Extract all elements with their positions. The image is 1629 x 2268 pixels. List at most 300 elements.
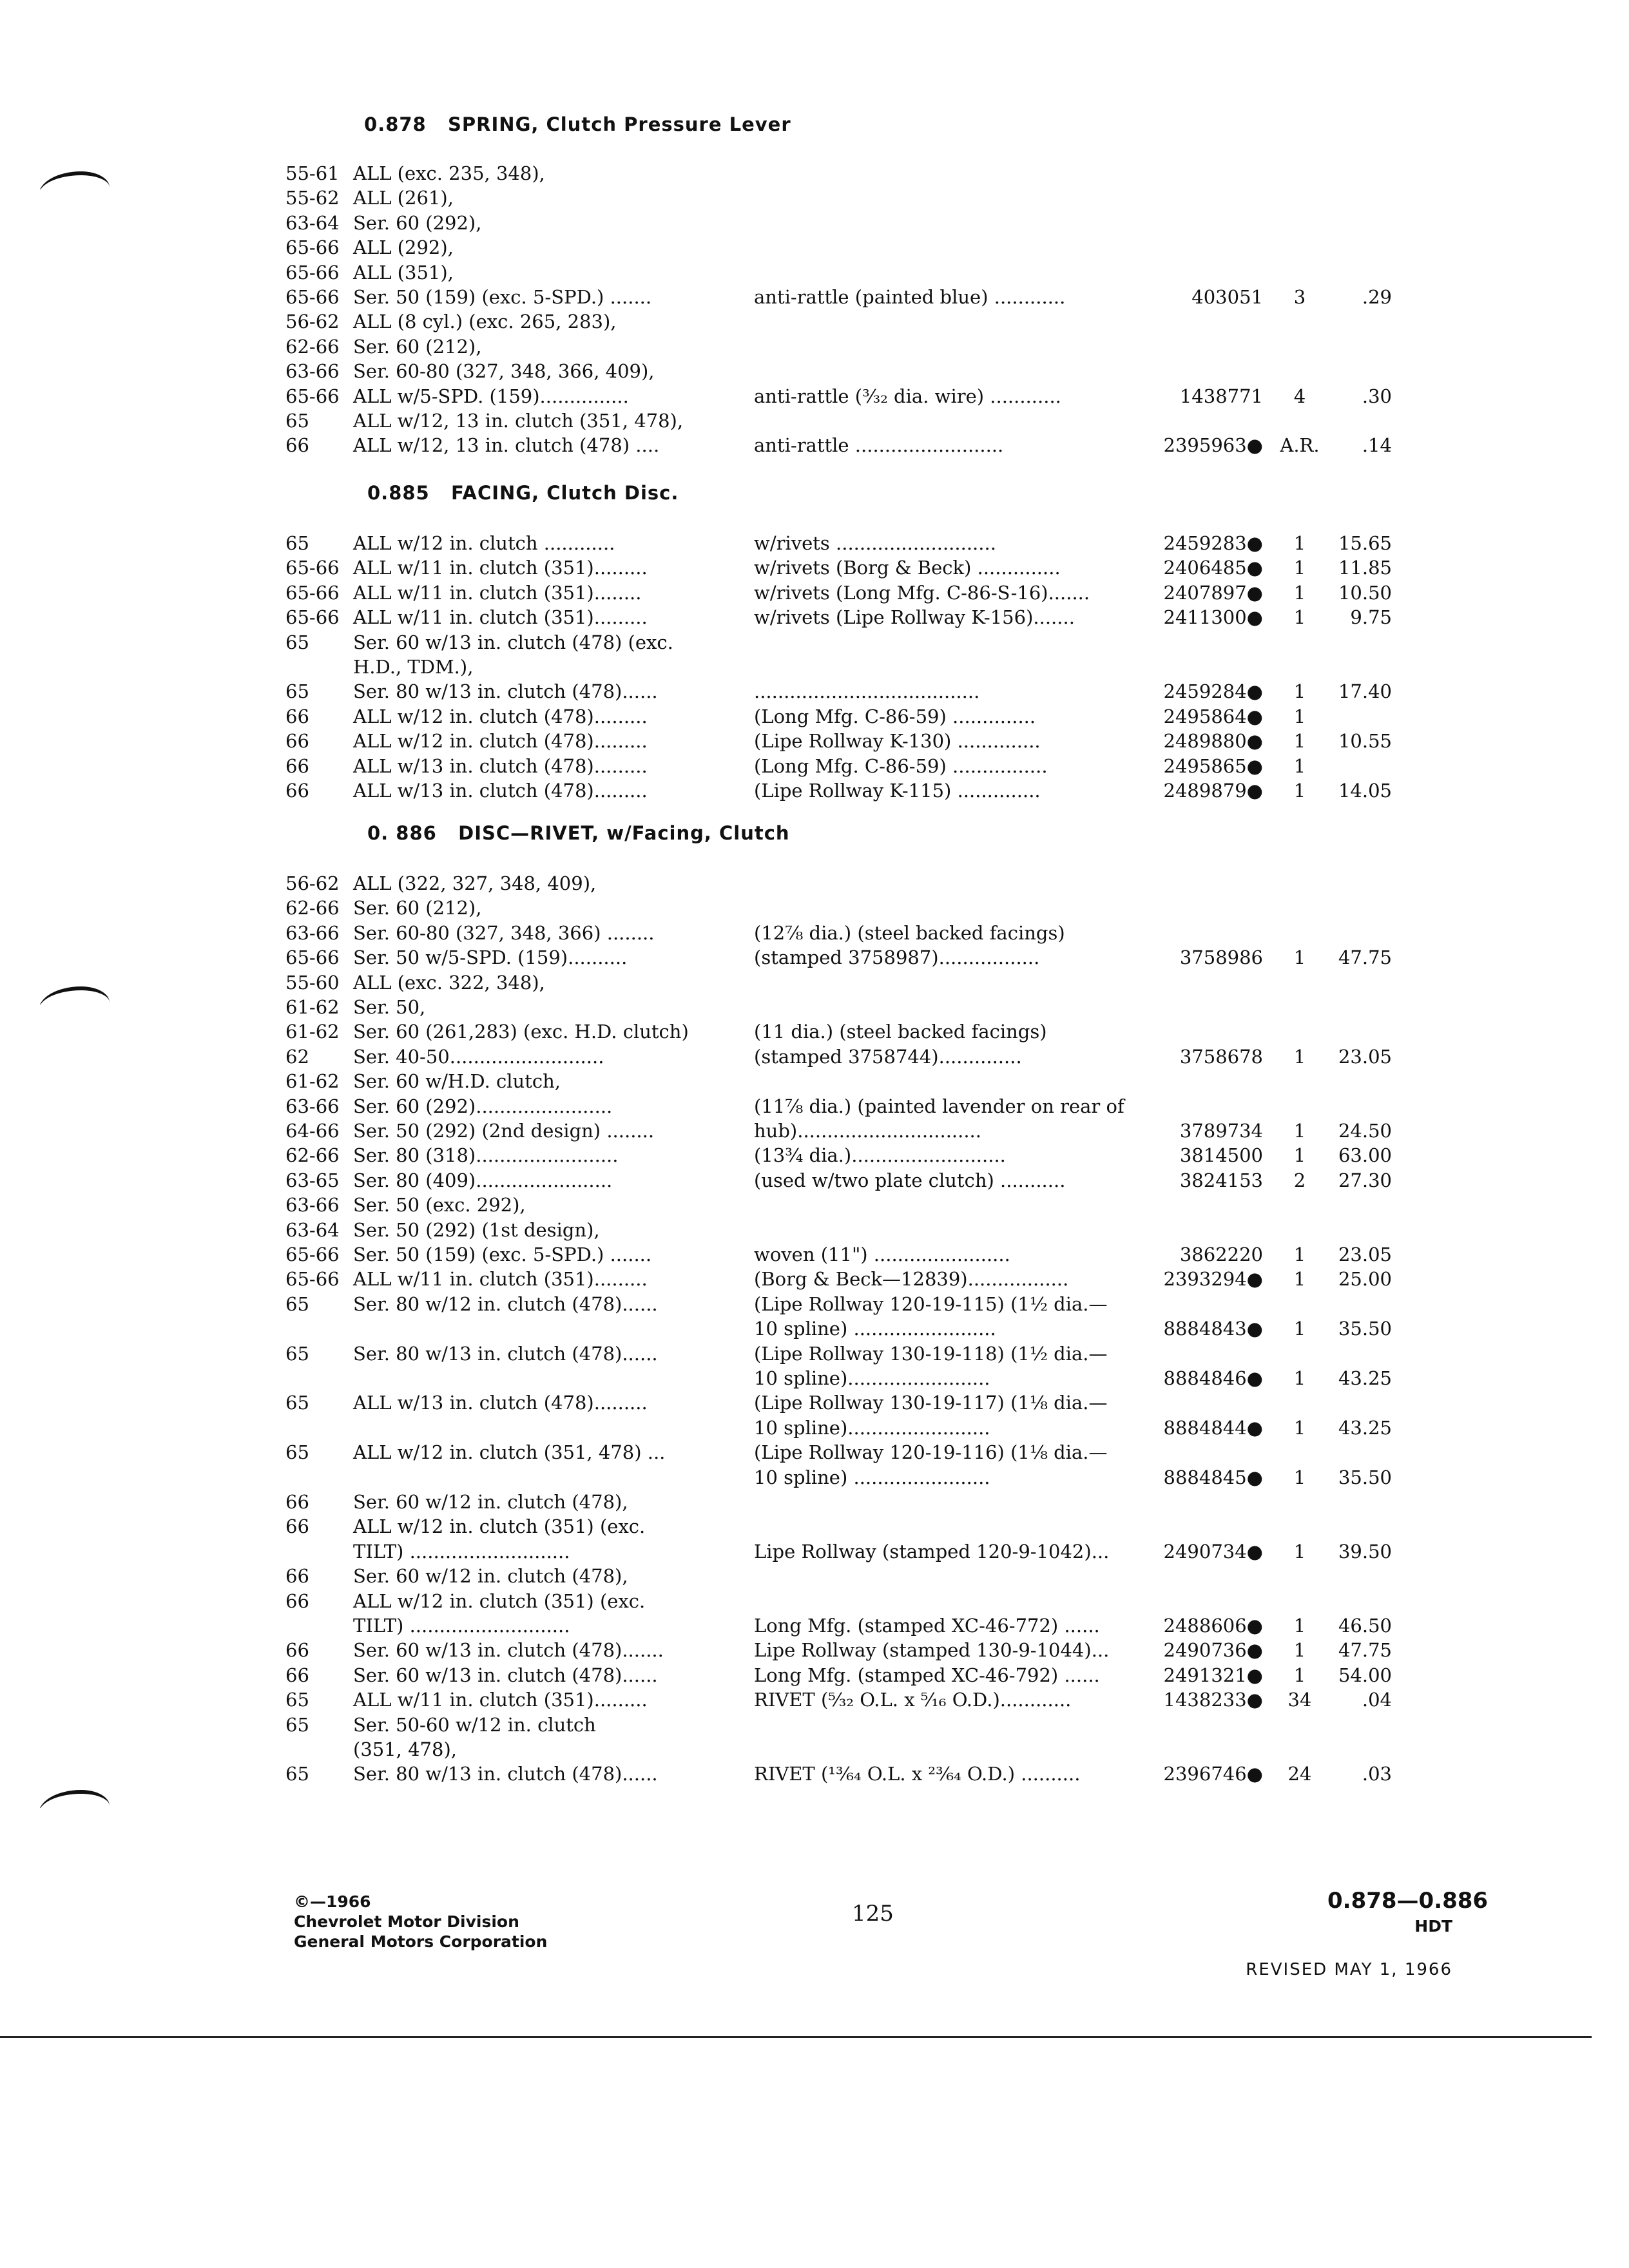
table-row <box>0 631 1629 655</box>
table-row <box>0 1169 1629 1193</box>
cell-part: 2491321● <box>1163 1664 1263 1686</box>
cell-app: Ser. 80 (409)....................... <box>353 1169 613 1191</box>
table-row <box>0 286 1629 309</box>
cell-desc: (13¾ dia.).......................... <box>754 1144 1006 1166</box>
cell-qty: 1 <box>1293 1046 1306 1068</box>
cell-app: Ser. 80 (318)........................ <box>353 1144 619 1166</box>
cell-year: 65-66 <box>285 385 340 407</box>
cell-year: 62-66 <box>285 1144 340 1166</box>
cell-year: 63-65 <box>285 1169 340 1191</box>
cell-price: 47.75 <box>1338 947 1392 968</box>
table-row <box>0 680 1629 704</box>
cell-app: Ser. 50 (exc. 292), <box>353 1194 526 1216</box>
table-row <box>0 1565 1629 1588</box>
cell-qty: 1 <box>1293 1367 1306 1389</box>
cell-part: 3824153 <box>1179 1169 1263 1191</box>
cell-price: 46.50 <box>1338 1615 1392 1637</box>
margin-mark <box>39 986 110 1004</box>
table-row <box>0 1392 1629 1415</box>
cell-year: 63-66 <box>285 1194 340 1216</box>
cell-desc: RIVET (¹³⁄₆₄ O.L. x ²³⁄₆₄ O.D.) .......... <box>754 1763 1081 1785</box>
cell-part: 3789734 <box>1179 1120 1263 1142</box>
cell-price: 10.50 <box>1338 582 1392 604</box>
table-row <box>0 1293 1629 1316</box>
cell-app: TILT) ........................... <box>353 1615 570 1637</box>
table-row <box>0 434 1629 457</box>
cell-year: 66 <box>285 1565 309 1587</box>
cell-qty: 1 <box>1293 557 1306 579</box>
table-row <box>0 1441 1629 1465</box>
cell-app: Ser. 60 w/12 in. clutch (478), <box>353 1491 628 1513</box>
cell-price: 14.05 <box>1338 780 1392 802</box>
cell-part: 2489879● <box>1163 780 1263 802</box>
cell-part: 2395963● <box>1163 434 1263 456</box>
table-row <box>0 656 1629 679</box>
cell-app: Ser. 50-60 w/12 in. clutch <box>353 1714 596 1736</box>
cell-year: 65 <box>285 1763 309 1785</box>
cell-year: 63-64 <box>285 212 340 234</box>
cell-price: .29 <box>1362 286 1392 308</box>
table-row <box>0 360 1629 383</box>
table-row <box>0 1194 1629 1217</box>
cell-part: 8884846● <box>1163 1367 1263 1389</box>
table-row <box>0 1268 1629 1291</box>
table-row <box>0 1639 1629 1662</box>
section-heading <box>367 822 790 844</box>
table-row <box>0 730 1629 753</box>
cell-year: 63-64 <box>285 1219 340 1241</box>
table-row <box>0 1689 1629 1712</box>
cell-desc: anti-rattle (painted blue) ............ <box>754 286 1066 308</box>
cell-year: 66 <box>285 1664 309 1686</box>
cell-desc: (Borg & Beck—12839)................. <box>754 1268 1069 1290</box>
cell-year: 65 <box>285 1714 309 1736</box>
cell-qty: 1 <box>1293 1664 1306 1686</box>
table-row <box>0 1515 1629 1539</box>
table-row <box>0 1466 1629 1490</box>
table-row <box>0 1714 1629 1737</box>
cell-year: 65 <box>285 532 309 554</box>
cell-year: 65-66 <box>285 1244 340 1265</box>
cell-part: 3758678 <box>1179 1046 1263 1068</box>
cell-year: 55-60 <box>285 972 340 994</box>
cell-app: ALL (292), <box>353 236 454 258</box>
cell-price: 23.05 <box>1338 1244 1392 1265</box>
revised-date: REVISED MAY 1, 1966 <box>1246 1960 1452 1979</box>
cell-part: 2495864● <box>1163 706 1263 727</box>
cell-year: 66 <box>285 730 309 752</box>
page-code: HDT <box>1414 1917 1452 1936</box>
cell-price: 43.25 <box>1338 1417 1392 1439</box>
table-row <box>0 947 1629 970</box>
table-row <box>0 996 1629 1019</box>
cell-year: 65-66 <box>285 286 340 308</box>
cell-year: 65 <box>285 1343 309 1365</box>
cell-app: ALL w/12, 13 in. clutch (351, 478), <box>353 410 684 432</box>
cell-app: ALL w/12, 13 in. clutch (478) .... <box>353 434 660 456</box>
cell-year: 61-62 <box>285 996 340 1018</box>
cell-app: Ser. 80 w/13 in. clutch (478)...... <box>353 680 658 702</box>
table-row <box>0 1541 1629 1564</box>
cell-price: 27.30 <box>1338 1169 1392 1191</box>
cell-price: 17.40 <box>1338 680 1392 702</box>
cell-app: ALL w/12 in. clutch (351, 478) ... <box>353 1441 666 1463</box>
cell-price: 54.00 <box>1338 1664 1392 1686</box>
cell-desc: (stamped 3758744).............. <box>754 1046 1022 1068</box>
cell-year: 65-66 <box>285 947 340 968</box>
table-row <box>0 1120 1629 1143</box>
cell-desc: (Long Mfg. C-86-59) ................ <box>754 755 1048 777</box>
table-row <box>0 1070 1629 1093</box>
cell-year: 65 <box>285 410 309 432</box>
cell-app: Ser. 60 (261,283) (exc. H.D. clutch) <box>353 1021 689 1043</box>
cell-app: ALL w/11 in. clutch (351)......... <box>353 1689 648 1711</box>
cell-price: 10.55 <box>1338 730 1392 752</box>
margin-mark <box>39 171 110 189</box>
cell-qty: 1 <box>1293 730 1306 752</box>
cell-part: 2406485● <box>1163 557 1263 579</box>
table-row <box>0 1590 1629 1613</box>
cell-qty: 1 <box>1293 1144 1306 1166</box>
cell-year: 65 <box>285 1689 309 1711</box>
division: Chevrolet Motor Division <box>294 1912 519 1931</box>
cell-app: Ser. 80 w/12 in. clutch (478)...... <box>353 1293 658 1315</box>
cell-desc: w/rivets ........................... <box>754 532 996 554</box>
cell-price: 35.50 <box>1338 1318 1392 1340</box>
cell-part: 3758986 <box>1179 947 1263 968</box>
cell-price: 15.65 <box>1338 532 1392 554</box>
table-row <box>0 1144 1629 1168</box>
table-row <box>0 872 1629 896</box>
cell-year: 55-61 <box>285 162 340 184</box>
cell-desc: (Lipe Rollway K-115) .............. <box>754 780 1041 802</box>
cell-qty: 1 <box>1293 606 1306 628</box>
cell-part: 1438771 <box>1179 385 1263 407</box>
cell-app: Ser. 50 w/5-SPD. (159).......... <box>353 947 628 968</box>
cell-year: 65 <box>285 680 309 702</box>
table-row <box>0 410 1629 433</box>
cell-desc: anti-rattle (³⁄₃₂ dia. wire) ............ <box>754 385 1061 407</box>
cell-app: ALL w/12 in. clutch (478)......... <box>353 730 648 752</box>
cell-qty: 1 <box>1293 1417 1306 1439</box>
cell-part: 3862220 <box>1179 1244 1263 1265</box>
cell-app: ALL w/12 in. clutch (351) (exc. <box>353 1515 646 1537</box>
cell-price: 63.00 <box>1338 1144 1392 1166</box>
cell-desc: (Lipe Rollway 130-19-118) (1½ dia.— <box>754 1343 1108 1365</box>
cell-year: 55-62 <box>285 187 340 209</box>
table-row <box>0 1738 1629 1762</box>
cell-desc: (11 dia.) (steel backed facings) <box>754 1021 1047 1043</box>
cell-year: 66 <box>285 1491 309 1513</box>
cell-app: ALL w/12 in. clutch (478)......... <box>353 706 648 727</box>
section-heading <box>367 482 679 504</box>
cell-price: 35.50 <box>1338 1466 1392 1488</box>
table-row <box>0 606 1629 629</box>
cell-part: 8884844● <box>1163 1417 1263 1439</box>
cell-year: 63-66 <box>285 1095 340 1117</box>
cell-app: ALL w/5-SPD. (159)............... <box>353 385 629 407</box>
cell-price: .03 <box>1362 1763 1392 1785</box>
cell-desc: (Lipe Rollway 120-19-115) (1½ dia.— <box>754 1293 1108 1315</box>
section-number: 0.885 <box>367 482 430 504</box>
cell-app: Ser. 60 (212), <box>353 336 482 358</box>
table-row <box>0 336 1629 359</box>
cell-app: ALL (351), <box>353 262 454 284</box>
table-row <box>0 557 1629 580</box>
cell-app: Ser. 50 (292) (1st design), <box>353 1219 600 1241</box>
cell-qty: 1 <box>1293 1639 1306 1661</box>
cell-year: 65 <box>285 1392 309 1414</box>
cell-app: TILT) ........................... <box>353 1541 570 1562</box>
table-row <box>0 236 1629 260</box>
table-row <box>0 1664 1629 1687</box>
cell-year: 66 <box>285 755 309 777</box>
cell-part: 2495865● <box>1163 755 1263 777</box>
cell-price: 39.50 <box>1338 1541 1392 1562</box>
table-row <box>0 755 1629 778</box>
cell-desc: RIVET (⁵⁄₃₂ O.L. x ⁵⁄₁₆ O.D.)............ <box>754 1689 1072 1711</box>
cell-desc: (11⅞ dia.) (painted lavender on rear of <box>754 1095 1124 1117</box>
cell-price: .04 <box>1362 1689 1392 1711</box>
cell-year: 61-62 <box>285 1021 340 1043</box>
cell-year: 62 <box>285 1046 309 1068</box>
cell-desc: (Lipe Rollway 130-19-117) (1⅛ dia.— <box>754 1392 1108 1414</box>
cell-qty: 1 <box>1293 1466 1306 1488</box>
cell-part: 2411300● <box>1163 606 1263 628</box>
bottom-rule <box>0 2036 1592 2038</box>
cell-part: 2490736● <box>1163 1639 1263 1661</box>
table-row <box>0 1417 1629 1440</box>
cell-app: Ser. 60 (292)....................... <box>353 1095 613 1117</box>
section-heading <box>364 113 791 135</box>
copyright: ©—1966 <box>294 1892 371 1911</box>
cell-year: 66 <box>285 1590 309 1612</box>
cell-qty: 1 <box>1293 1268 1306 1290</box>
cell-year: 66 <box>285 706 309 727</box>
table-row <box>0 1095 1629 1119</box>
cell-part: 1438233● <box>1163 1689 1263 1711</box>
cell-app: Ser. 60-80 (327, 348, 366) ........ <box>353 922 655 944</box>
cell-year: 66 <box>285 780 309 802</box>
cell-year: 65-66 <box>285 1268 340 1290</box>
cell-desc: (Long Mfg. C-86-59) .............. <box>754 706 1036 727</box>
cell-desc: 10 spline) ....................... <box>754 1466 990 1488</box>
margin-mark <box>39 1790 110 1808</box>
cell-qty: 2 <box>1293 1169 1306 1191</box>
cell-year: 65-66 <box>285 582 340 604</box>
cell-qty: A.R. <box>1280 434 1320 456</box>
table-row <box>0 311 1629 334</box>
cell-app: ALL w/12 in. clutch (351) (exc. <box>353 1590 646 1612</box>
table-row <box>0 972 1629 995</box>
cell-qty: 1 <box>1293 532 1306 554</box>
cell-app: Ser. 80 w/13 in. clutch (478)...... <box>353 1343 658 1365</box>
cell-year: 65-66 <box>285 606 340 628</box>
cell-desc: w/rivets (Long Mfg. C-86-S-16)....... <box>754 582 1090 604</box>
table-row <box>0 187 1629 210</box>
cell-part: 403051 <box>1191 286 1263 308</box>
cell-app: Ser. 60 w/H.D. clutch, <box>353 1070 561 1092</box>
cell-app: ALL (261), <box>353 187 454 209</box>
cell-app: Ser. 60 (292), <box>353 212 482 234</box>
cell-app: Ser. 60 w/13 in. clutch (478)...... <box>353 1664 658 1686</box>
cell-year: 65 <box>285 631 309 653</box>
cell-app: ALL (exc. 322, 348), <box>353 972 545 994</box>
cell-desc: woven (11") ....................... <box>754 1244 1010 1265</box>
cell-app: Ser. 50, <box>353 996 426 1018</box>
page-range: 0.878—0.886 <box>1327 1888 1489 1914</box>
cell-app: Ser. 60 w/12 in. clutch (478), <box>353 1565 628 1587</box>
cell-desc: (Lipe Rollway 120-19-116) (1⅛ dia.— <box>754 1441 1108 1463</box>
table-row <box>0 706 1629 729</box>
cell-qty: 1 <box>1293 680 1306 702</box>
section-number: 0.878 <box>364 113 427 135</box>
table-row <box>0 532 1629 555</box>
table-row <box>0 1343 1629 1366</box>
cell-desc: Long Mfg. (stamped XC-46-792) ...... <box>754 1664 1100 1686</box>
table-row <box>0 385 1629 408</box>
cell-desc: w/rivets (Borg & Beck) .............. <box>754 557 1061 579</box>
cell-price: .14 <box>1362 434 1392 456</box>
cell-year: 66 <box>285 434 309 456</box>
table-row <box>0 1219 1629 1242</box>
cell-price: 9.75 <box>1350 606 1392 628</box>
table-row <box>0 262 1629 285</box>
table-row <box>0 162 1629 186</box>
cell-part: 8884843● <box>1163 1318 1263 1340</box>
table-row <box>0 780 1629 803</box>
cell-app: (351, 478), <box>353 1738 457 1760</box>
cell-year: 62-66 <box>285 336 340 358</box>
cell-price: 23.05 <box>1338 1046 1392 1068</box>
cell-part: 2490734● <box>1163 1541 1263 1562</box>
cell-year: 62-66 <box>285 897 340 919</box>
cell-year: 63-66 <box>285 360 340 382</box>
cell-app: ALL w/11 in. clutch (351)......... <box>353 606 648 628</box>
cell-desc: ...................................... <box>754 680 980 702</box>
cell-year: 66 <box>285 1639 309 1661</box>
cell-part: 2489880● <box>1163 730 1263 752</box>
cell-price: 24.50 <box>1338 1120 1392 1142</box>
section-title: SPRING, Clutch Pressure Lever <box>448 113 791 135</box>
cell-app: ALL w/11 in. clutch (351)........ <box>353 582 642 604</box>
table-row <box>0 1763 1629 1786</box>
table-row <box>0 212 1629 235</box>
cell-qty: 24 <box>1287 1763 1312 1785</box>
cell-part: 2459283● <box>1163 532 1263 554</box>
cell-desc: Long Mfg. (stamped XC-46-772) ...... <box>754 1615 1100 1637</box>
table-row <box>0 1244 1629 1267</box>
cell-qty: 1 <box>1293 1244 1306 1265</box>
cell-year: 56-62 <box>285 872 340 894</box>
cell-part: 2396746● <box>1163 1763 1263 1785</box>
cell-app: Ser. 80 w/13 in. clutch (478)...... <box>353 1763 658 1785</box>
cell-app: ALL w/13 in. clutch (478)......... <box>353 755 648 777</box>
cell-app: Ser. 50 (292) (2nd design) ........ <box>353 1120 655 1142</box>
cell-year: 61-62 <box>285 1070 340 1092</box>
table-row <box>0 922 1629 945</box>
cell-desc: anti-rattle ......................... <box>754 434 1004 456</box>
cell-part: 2459284● <box>1163 680 1263 702</box>
cell-desc: Lipe Rollway (stamped 130-9-1044)... <box>754 1639 1110 1661</box>
cell-app: Ser. 60 (212), <box>353 897 482 919</box>
cell-year: 56-62 <box>285 311 340 332</box>
section-title: FACING, Clutch Disc. <box>451 482 679 504</box>
table-row <box>0 1046 1629 1069</box>
cell-qty: 34 <box>1287 1689 1312 1711</box>
cell-app: ALL w/11 in. clutch (351)......... <box>353 557 648 579</box>
section-title: DISC—RIVET, w/Facing, Clutch <box>458 822 790 844</box>
cell-year: 63-66 <box>285 922 340 944</box>
cell-qty: 1 <box>1293 706 1306 727</box>
cell-part: 2407897● <box>1163 582 1263 604</box>
cell-year: 65-66 <box>285 236 340 258</box>
cell-app: ALL w/11 in. clutch (351)......... <box>353 1268 648 1290</box>
cell-desc: 10 spline)........................ <box>754 1417 990 1439</box>
cell-price: 43.25 <box>1338 1367 1392 1389</box>
cell-desc: (12⅞ dia.) (steel backed facings) <box>754 922 1065 944</box>
cell-price: 11.85 <box>1338 557 1392 579</box>
corporation: General Motors Corporation <box>294 1932 548 1951</box>
table-row <box>0 1318 1629 1341</box>
page-number: 125 <box>852 1901 894 1927</box>
table-row <box>0 1021 1629 1044</box>
cell-qty: 1 <box>1293 1541 1306 1562</box>
cell-qty: 1 <box>1293 582 1306 604</box>
cell-qty: 1 <box>1293 1120 1306 1142</box>
cell-app: Ser. 50 (159) (exc. 5-SPD.) ....... <box>353 286 652 308</box>
cell-qty: 1 <box>1293 780 1306 802</box>
table-row <box>0 582 1629 605</box>
cell-qty: 3 <box>1293 286 1306 308</box>
cell-desc: Lipe Rollway (stamped 120-9-1042)... <box>754 1541 1110 1562</box>
cell-desc: w/rivets (Lipe Rollway K-156)....... <box>754 606 1075 628</box>
cell-app: ALL (322, 327, 348, 409), <box>353 872 597 894</box>
table-row <box>0 1491 1629 1514</box>
cell-app: ALL w/13 in. clutch (478)......... <box>353 1392 648 1414</box>
cell-price: .30 <box>1362 385 1392 407</box>
cell-price: 25.00 <box>1338 1268 1392 1290</box>
cell-app: ALL w/12 in. clutch ............ <box>353 532 615 554</box>
cell-part: 8884845● <box>1163 1466 1263 1488</box>
cell-app: Ser. 60 w/13 in. clutch (478)....... <box>353 1639 664 1661</box>
cell-qty: 1 <box>1293 1615 1306 1637</box>
cell-part: 2488606● <box>1163 1615 1263 1637</box>
cell-app: H.D., TDM.), <box>353 656 474 678</box>
cell-desc: 10 spline) ........................ <box>754 1318 996 1340</box>
cell-year: 65-66 <box>285 262 340 284</box>
publisher-block <box>294 1892 547 1952</box>
table-row <box>0 1367 1629 1390</box>
cell-app: ALL (8 cyl.) (exc. 265, 283), <box>353 311 617 332</box>
cell-qty: 4 <box>1293 385 1306 407</box>
cell-part: 3814500 <box>1179 1144 1263 1166</box>
cell-app: ALL (exc. 235, 348), <box>353 162 545 184</box>
cell-year: 66 <box>285 1515 309 1537</box>
cell-app: Ser. 40-50.......................... <box>353 1046 604 1068</box>
cell-year: 65-66 <box>285 557 340 579</box>
cell-qty: 1 <box>1293 755 1306 777</box>
cell-desc: 10 spline)........................ <box>754 1367 990 1389</box>
cell-app: ALL w/13 in. clutch (478)......... <box>353 780 648 802</box>
cell-year: 65 <box>285 1441 309 1463</box>
cell-app: Ser. 60 w/13 in. clutch (478) (exc. <box>353 631 673 653</box>
cell-qty: 1 <box>1293 947 1306 968</box>
cell-part: 2393294● <box>1163 1268 1263 1290</box>
cell-desc: (stamped 3758987)................. <box>754 947 1040 968</box>
cell-price: 47.75 <box>1338 1639 1392 1661</box>
cell-app: Ser. 60-80 (327, 348, 366, 409), <box>353 360 655 382</box>
